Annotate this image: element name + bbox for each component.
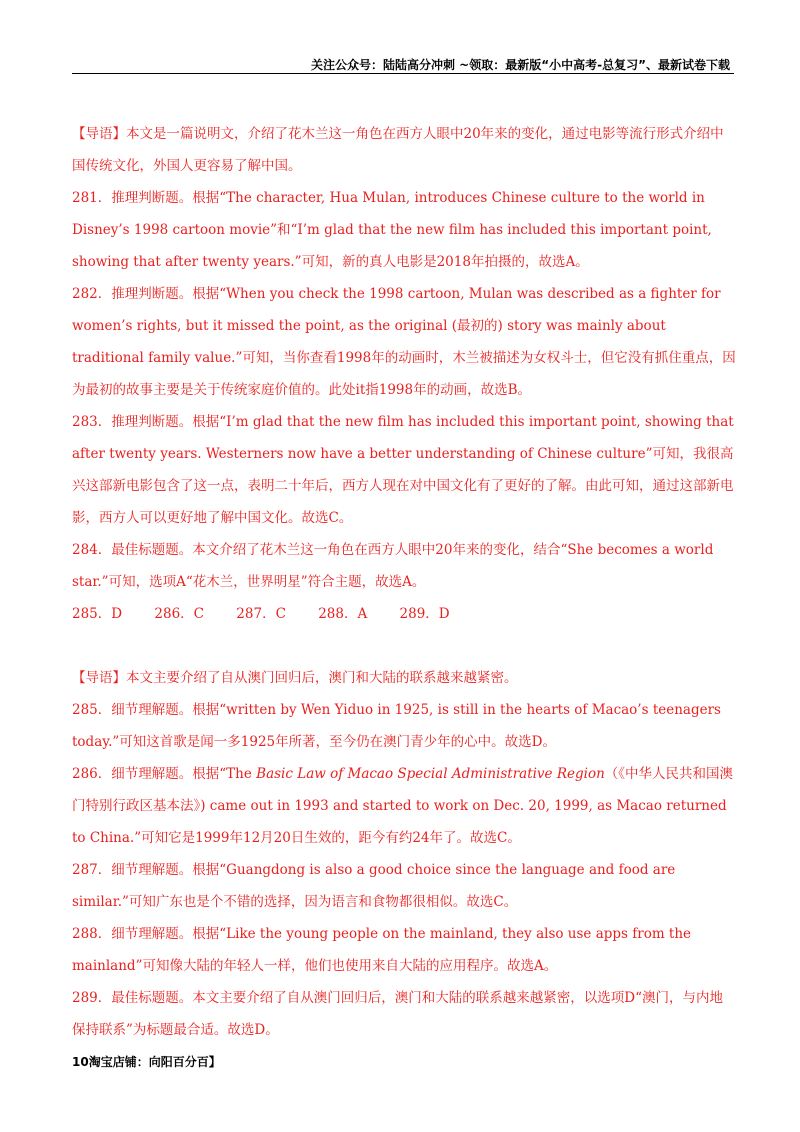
page-header: 关注公众号：陆陆高分冲刺 ~领取：最新版“小中高考-总复习”、最新试卷下载 xyxy=(311,58,730,72)
answer-286-italic-title: Basic Law of Macao Special Administrative Region xyxy=(256,766,605,782)
answer-key-row xyxy=(72,598,736,630)
answer-key-item: 288．A xyxy=(318,606,368,622)
answer-key-item: 287．C xyxy=(236,606,286,622)
answer-content xyxy=(72,118,736,1046)
answer-286-part1: 286．细节理解题。根据“The xyxy=(72,766,257,782)
answer-284: 284．最佳标题题。本文介绍了花木兰这一角色在西方人眼中20年来的变化，结合“She becomes a world star.”可知，选项A“花木兰，世界明星”符合主题，故选A。 xyxy=(72,542,714,590)
answer-289: 289．最佳标题题。本文主要介绍了自从澳门回归后，澳门和大陆的联系越来越紧密，以选项D“澳门，与内地保持联系”为标题最合适。故选D。 xyxy=(72,990,723,1038)
answer-286 xyxy=(72,758,736,854)
header-rule xyxy=(72,73,734,74)
section-gap xyxy=(72,630,736,662)
answer-286-part2: （《中华人民共和国澳门特别行政区基本法》) came out in 1993 and started to work on Dec. 20, 1999, as Macao returned to China.”可知它是1999年12月20日生效的，距今有约24年了。故选C。 xyxy=(72,766,734,846)
page-footer: 10淘宝店铺：向阳百分百】 xyxy=(72,1055,221,1069)
answer-key-item: 286．C xyxy=(154,606,204,622)
answer-287: 287．细节理解题。根据“Guangdong is also a good choice since the language and food are similar.”可知广东也是个不错的选择，因为语言和食物都很相似。故选C。 xyxy=(72,862,676,910)
answer-283: 283．推理判断题。根据“I’m glad that the new film has included this important point, showing that after twenty years. Westerners now have a better understanding of Chinese culture”可知，我很高兴这部新电影包含了这一点，表明二十年后，西方人现在对中国文化有了更好的了解。由此可知，通过这部新电影，西方人可以更好地了解中国文化。故选C。 xyxy=(72,414,734,526)
answer-288: 288．细节理解题。根据“Like the young people on the mainland, they also use apps from the mainland”可知像大陆的年轻人一样，他们也使用来自大陆的应用程序。故选A。 xyxy=(72,926,692,974)
answer-285: 285．细节理解题。根据“written by Wen Yiduo in 1925, is still in the hearts of Macao’s teenagers today.”可知这首歌是闻一多1925年所著，至今仍在澳门青少年的心中。故选D。 xyxy=(72,702,721,750)
section1-intro: 【导语】本文是一篇说明文，介绍了花木兰这一角色在西方人眼中20年来的变化，通过电影等流行形式介绍中国传统文化，外国人更容易了解中国。 xyxy=(72,126,724,174)
answer-key-item: 289．D xyxy=(399,606,450,622)
section2-intro: 【导语】本文主要介绍了自从澳门回归后，澳门和大陆的联系越来越紧密。 xyxy=(72,670,518,686)
answer-282: 282．推理判断题。根据“When you check the 1998 cartoon, Mulan was described as a fighter for women’s rights, but it missed the point, as the original (最初的) story was mainly about traditional family value.”可知，当你查看1998年的动画时，木兰被描述为女权斗士，但它没有抓住重点，因为最初的故事主要是关于传统家庭价值的。此处it指1998年的动画，故选B。 xyxy=(72,286,736,398)
answer-281: 281．推理判断题。根据“The character, Hua Mulan, introduces Chinese culture to the world in Disney’s 1998 cartoon movie”和“I’m glad that the new film has included this important point, showing that after twenty years.”可知，新的真人电影是2018年拍摄的，故选A。 xyxy=(72,190,712,270)
answer-key-item: 285．D xyxy=(72,606,123,622)
